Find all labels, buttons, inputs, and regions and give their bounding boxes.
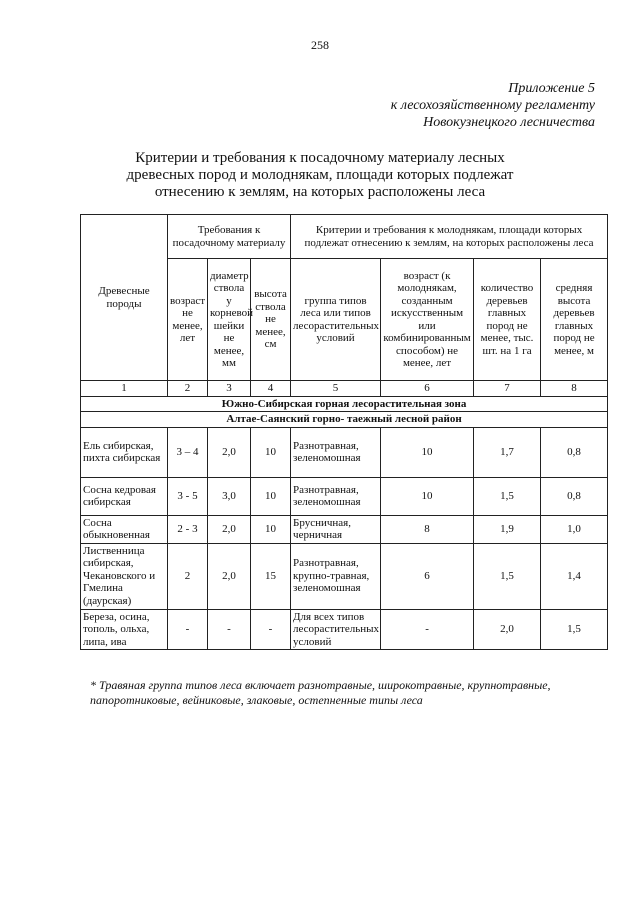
avg-height-cell: 0,8 xyxy=(541,477,608,515)
header-young-age: возраст (к молоднякам, созданным искусственным или комбинированным способом) не менее, лет xyxy=(381,259,474,381)
age-cell: 3 – 4 xyxy=(168,427,208,477)
title-line-2: древесных пород и молоднякам, площади которых подлежат xyxy=(126,167,514,183)
young-age-cell: 6 xyxy=(381,543,474,609)
species-cell: Лиственница сибирская, Чекановского и Гмелина (даурская) xyxy=(81,543,168,609)
young-age-cell: 8 xyxy=(381,515,474,543)
appendix-line-3: Новокузнецкого лесничества xyxy=(423,115,595,130)
diameter-cell: 2,0 xyxy=(208,543,251,609)
header-forest-type: группа типов леса или типов лесорастительных условий xyxy=(291,259,381,381)
height-cell: 10 xyxy=(251,427,291,477)
table-row xyxy=(81,515,608,543)
forest-type-cell: Для всех типов лесорастительных условий xyxy=(291,609,381,650)
diameter-cell: 2,0 xyxy=(208,515,251,543)
table-row xyxy=(81,477,608,515)
header-tree-count: количество деревьев главных пород не менее, тыс. шт. на 1 га xyxy=(474,259,541,381)
diameter-cell: 2,0 xyxy=(208,427,251,477)
zone-row: Южно-Сибирская горная лесорастительная зона xyxy=(81,396,608,412)
table-row xyxy=(81,609,608,650)
tree-count-cell: 1,7 xyxy=(474,427,541,477)
appendix-line-1: Приложение 5 xyxy=(508,81,595,96)
tree-count-cell: 1,5 xyxy=(474,477,541,515)
column-number: 6 xyxy=(381,381,474,397)
column-number: 2 xyxy=(168,381,208,397)
footnote: * Травяная группа типов леса включает разнотравные, широкотравные, крупнотравные, папоротниковые, вейниковые, злаковые, остепненные типы леса xyxy=(90,678,551,707)
header-avg-height: средняя высота деревьев главных пород не менее, м xyxy=(541,259,608,381)
column-number: 3 xyxy=(208,381,251,397)
column-number: 1 xyxy=(81,381,168,397)
forest-type-cell: Брусничная, черничная xyxy=(291,515,381,543)
avg-height-cell: 1,0 xyxy=(541,515,608,543)
tree-count-cell: 2,0 xyxy=(474,609,541,650)
criteria-table xyxy=(80,214,608,650)
height-cell: 15 xyxy=(251,543,291,609)
young-age-cell: 10 xyxy=(381,427,474,477)
young-age-cell: 10 xyxy=(381,477,474,515)
header-diameter: диаметр ствола у корневой шейки не менее, мм xyxy=(208,259,251,381)
height-cell: - xyxy=(251,609,291,650)
young-age-cell: - xyxy=(381,609,474,650)
header-species: Древесные породы xyxy=(81,215,168,381)
document-title xyxy=(80,150,560,201)
age-cell: 3 - 5 xyxy=(168,477,208,515)
avg-height-cell: 1,4 xyxy=(541,543,608,609)
header-age: возраст не менее, лет xyxy=(168,259,208,381)
forest-type-cell: Разнотравная, зеленомошная xyxy=(291,427,381,477)
column-number: 7 xyxy=(474,381,541,397)
header-young-stands: Критерии и требования к молоднякам, площади которых подлежат отнесению к землям, на которых расположены леса xyxy=(291,215,608,259)
species-cell: Ель сибирская, пихта сибирская xyxy=(81,427,168,477)
column-number: 4 xyxy=(251,381,291,397)
avg-height-cell: 0,8 xyxy=(541,427,608,477)
age-cell: 2 xyxy=(168,543,208,609)
header-planting-material: Требования к посадочному материалу xyxy=(168,215,291,259)
forest-type-cell: Разнотравная, зеленомошная xyxy=(291,477,381,515)
header-height: высота ствола не менее, см xyxy=(251,259,291,381)
age-cell: - xyxy=(168,609,208,650)
column-number: 5 xyxy=(291,381,381,397)
column-number: 8 xyxy=(541,381,608,397)
page-number: 258 xyxy=(311,38,329,52)
avg-height-cell: 1,5 xyxy=(541,609,608,650)
table-row xyxy=(81,427,608,477)
appendix-heading xyxy=(275,80,595,131)
region-row: Алтае-Саянский горно- таежный лесной район xyxy=(81,412,608,428)
appendix-line-2: к лесохозяйственному регламенту xyxy=(390,98,595,113)
height-cell: 10 xyxy=(251,515,291,543)
forest-type-cell: Разнотравная, крупно-травная, зеленомошная xyxy=(291,543,381,609)
diameter-cell: - xyxy=(208,609,251,650)
age-cell: 2 - 3 xyxy=(168,515,208,543)
title-line-1: Критерии и требования к посадочному материалу лесных xyxy=(135,150,505,166)
tree-count-cell: 1,5 xyxy=(474,543,541,609)
species-cell: Сосна кедровая сибирская xyxy=(81,477,168,515)
table-row xyxy=(81,543,608,609)
height-cell: 10 xyxy=(251,477,291,515)
diameter-cell: 3,0 xyxy=(208,477,251,515)
column-numbers-row xyxy=(81,381,608,397)
tree-count-cell: 1,9 xyxy=(474,515,541,543)
species-cell: Сосна обыкновенная xyxy=(81,515,168,543)
title-line-3: отнесению к землям, на которых расположены леса xyxy=(154,184,486,200)
species-cell: Береза, осина, тополь, ольха, липа, ива xyxy=(81,609,168,650)
